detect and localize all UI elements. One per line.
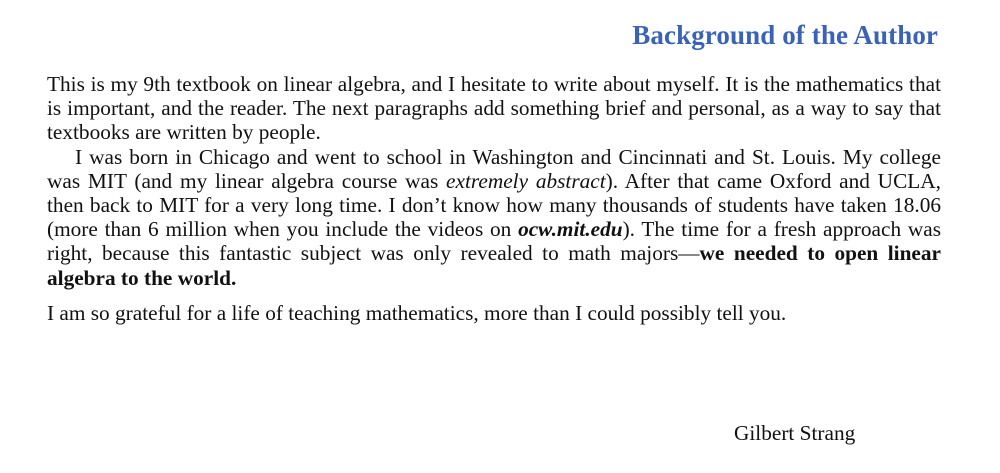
- biography-text-part-1: I was born in Chicago and went to school in Washington and Cincinnati and St. Louis. My college was MIT (and my linear algebra course was: [47, 144, 941, 193]
- bold-statement: we needed to open linear algebra to the world.: [47, 241, 941, 290]
- paragraph-biography: [47, 145, 941, 290]
- biography-text-part-3: ). The time for a fresh approach was right, because this fantastic subject was only revealed to math majors—: [47, 217, 941, 266]
- section-heading: Background of the Author: [632, 20, 938, 50]
- emphasis-extremely-abstract: extremely abstract: [446, 168, 606, 193]
- ocw-url: ocw.mit.edu: [518, 217, 623, 242]
- biography-text-part-2: ). After that came Oxford and UCLA, then back to MIT for a very long time. I don’t know how many thousands of students have taken 18.06 (more than 6 million when you include the videos on: [47, 168, 941, 242]
- author-signature: Gilbert Strang: [734, 421, 856, 445]
- paragraph-intro: This is my 9th textbook on linear algebra, and I hesitate to write about myself. It is the mathematics that is important, and the reader. The next paragraphs add something brief and personal, as a way to say that textbooks are written by people.: [47, 72, 941, 145]
- body-text: [47, 72, 941, 325]
- paragraph-gratitude: I am so grateful for a life of teaching mathematics, more than I could possibly tell you.: [47, 300, 787, 325]
